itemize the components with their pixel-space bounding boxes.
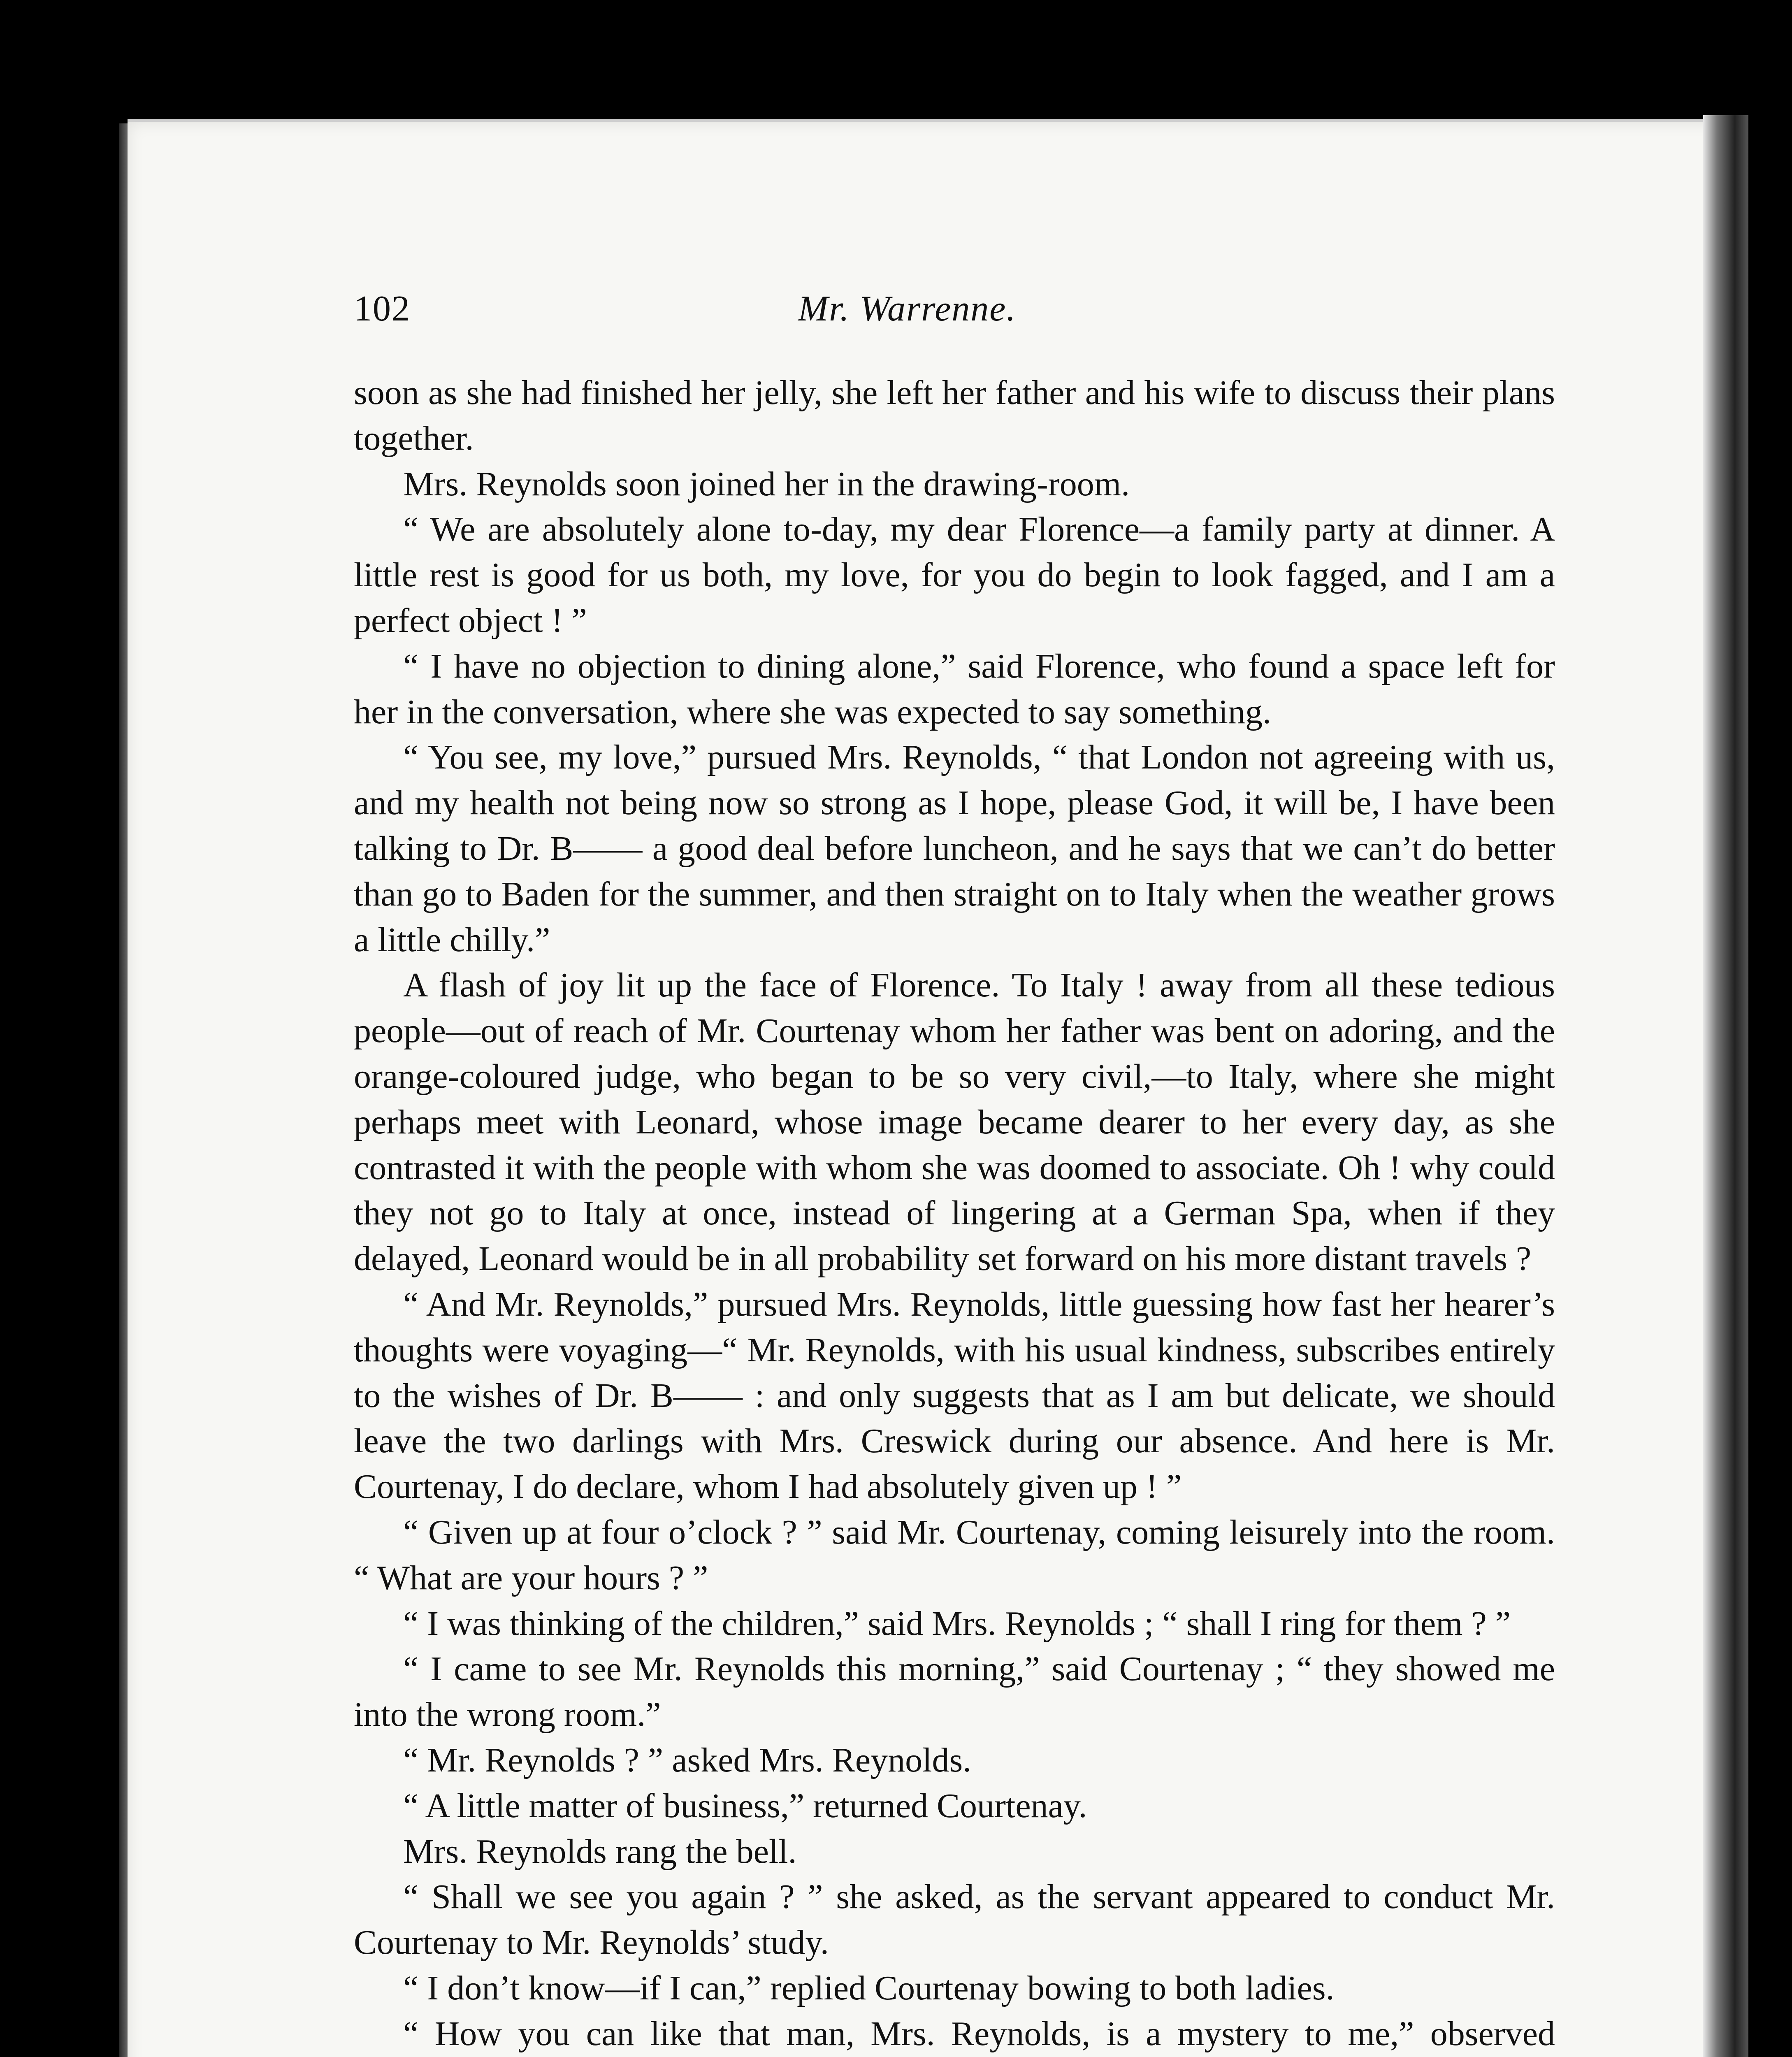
running-title: Mr. Warrenne. [798,289,1017,329]
paragraph: Mrs. Reynolds rang the bell. [403,1832,797,1871]
paragraph: “ Given up at four o’clock ? ” said Mr. Courtenay, coming leisurely into the room. “ What are your hours ? ” [354,1513,1555,1597]
paragraph: “ And Mr. Reynolds,” pursued Mrs. Reynolds, little guessing how fast her hearer’s thoughts were voyaging—“ Mr. Reynolds, with his usual kindness, subscribes entirely to the wishes of Dr. B—— : and only suggests that as I am but delicate, we should leave the two darlings with Mrs. Creswick during our absence. And here is Mr. Courtenay, I do declare, whom I had absolutely given up ! ” [354,1285,1555,1506]
paragraph: “ Shall we see you again ? ” she asked, as the servant appeared to conduct Mr. Courtenay to Mr. Reynolds’ study. [354,1878,1555,1962]
page-header [354,288,1555,337]
page-stack-edge [1703,115,1748,2057]
paragraph: “ How you can like that man, Mrs. Reynolds, is a mystery to me,” observed [403,2014,1555,2053]
body-text [354,370,1555,2057]
paragraph: “ I have no objection to dining alone,” said Florence, who found a space left for her in the conversation, where she was expected to say something. [354,647,1555,731]
paragraph: “ I came to see Mr. Reynolds this morning,” said Courtenay ; “ they showed me into the wrong room.” [354,1650,1555,1734]
paragraph: “ I don’t know—if I can,” replied Courtenay bowing to both ladies. [403,1969,1335,2007]
paragraph: “ You see, my love,” pursued Mrs. Reynolds, “ that London not agreeing with us, and my health not being now so strong as I hope, please God, it will be, I have been talking to Dr. B—— a good deal before luncheon, and he says that we can’t do better than go to Baden for the summer, and then straight on to Italy when the weather grows a little chilly.” [354,738,1555,959]
paragraph: A flash of joy lit up the face of Florence. To Italy ! away from all these tedious people—out of reach of Mr. Courtenay whom her father was bent on adoring, and the orange-coloured judge, who began to be so very civil,—to Italy, where she might perhaps meet with Leonard, whose image became dearer to her every day, as she contrasted it with the people with whom she was doomed to associate. Oh ! why could they not go to Italy at once, instead of lingering at a German Spa, when if they delayed, Leonard would be in all probability set forward on his more distant travels ? [354,966,1555,1278]
paragraph: “ I was thinking of the children,” said Mrs. Reynolds ; “ shall I ring for them ? ” [403,1604,1511,1643]
paragraph: soon as she had finished her jelly, she left her father and his wife to discuss their plans together. [354,374,1555,457]
page-number: 102 [354,289,411,329]
paragraph: Mrs. Reynolds soon joined her in the drawing-room. [403,464,1130,503]
paragraph: “ A little matter of business,” returned Courtenay. [403,1786,1087,1825]
paragraph: “ We are absolutely alone to-day, my dear Florence—a family party at dinner. A little rest is good for us both, my love, for you do begin to look fagged, and I am a perfect object ! ” [354,510,1555,640]
paragraph: “ Mr. Reynolds ? ” asked Mrs. Reynolds. [403,1741,972,1779]
